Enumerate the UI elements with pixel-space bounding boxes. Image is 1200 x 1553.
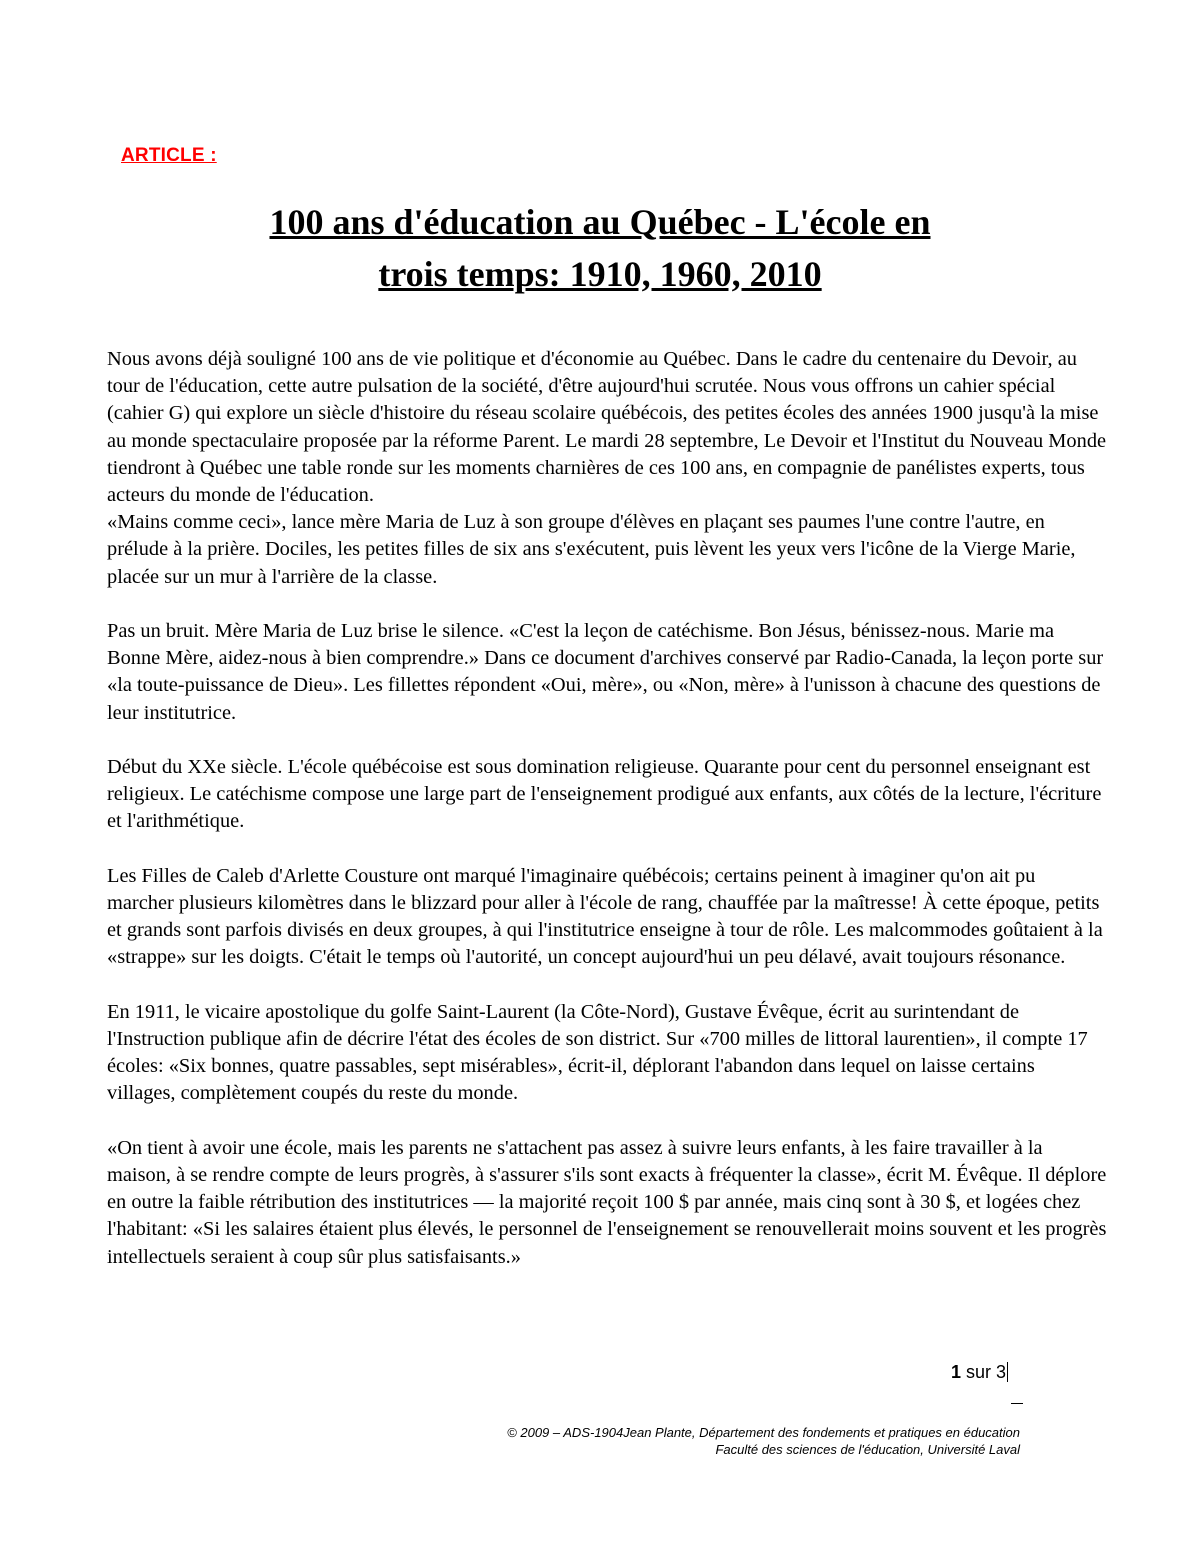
page-total: sur 3: [961, 1362, 1007, 1382]
title-line-1: 100 ans d'éducation au Québec - L'école en: [269, 202, 931, 242]
article-label: ARTICLE :: [121, 145, 217, 166]
page-number: [951, 1362, 1008, 1383]
paragraph: «On tient à avoir une école, mais les parents ne s'attachent pas assez à suivre leurs enfants, à les faire travailler à la maison, à se rendre compte de leurs progrès, à s'assurer s'ils sont exacts à fréquenter la classe», écrit M. Évêque. Il déplore en outre la faible rétribution des institutrices — la majorité reçoit 100 $ par année, mais cinq sont à 30 $, et logées chez l'habitant: «Si les salaires étaient plus élevés, le personnel de l'enseignement se renouvellerait moins souvent et les progrès intellectuels seraient à coup sûr plus satisfaisants.»: [107, 1136, 1107, 1268]
paragraph: Les Filles de Caleb d'Arlette Cousture ont marqué l'imaginaire québécois; certains peinent à imaginer qu'on ait pu marcher plusieurs kilomètres dans le blizzard pour aller à l'école de rang, chauffée par la maîtresse! À cette époque, petits et grands sont parfois divisés en deux groupes, à qui l'institutrice enseigne à tour de rôle. Les malcommodes goûtaient à la «strappe» sur les doigts. C'était le temps où l'autorité, un concept aujourd'hui un peu délavé, avait toujours résonance.: [107, 864, 1103, 969]
article-body: [107, 346, 1107, 1271]
paragraph: Début du XXe siècle. L'école québécoise est sous domination religieuse. Quarante pour cent du personnel enseignant est religieux. Le catéchisme compose une large part de l'enseignement prodigué aux enfants, aux côtés de la lecture, l'écriture et l'arithmétique.: [107, 756, 1102, 833]
article-title: [150, 196, 1050, 300]
paragraph: Nous avons déjà souligné 100 ans de vie politique et d'économie au Québec. Dans le cadre du centenaire du Devoir, au tour de l'éducation, cette autre pulsation de la société, d'être aujourd'hui scrutée. Nous vous offrons un cahier spécial (cahier G) qui explore un siècle d'histoire du réseau scolaire québécois, des petites écoles des années 1900 jusqu'à la mise au monde spectaculaire proposée par la réforme Parent. Le mardi 28 septembre, Le Devoir et l'Institut du Nouveau Monde tiendront à Québec une table ronde sur les moments charnières de ces 100 ans, en compagnie de panélistes experts, tous acteurs du monde de l'éducation.: [107, 348, 1107, 507]
footer-line-1: © 2009 – ADS-1904Jean Plante, Département des fondements et pratiques en éducation: [507, 1425, 1020, 1440]
text-cursor: [1007, 1362, 1008, 1382]
divider: [1011, 1403, 1023, 1404]
footer-line-2: Faculté des sciences de l'éducation, Université Laval: [715, 1442, 1020, 1457]
page-current: 1: [951, 1362, 962, 1382]
title-line-2: trois temps: 1910, 1960, 2010: [378, 254, 822, 294]
paragraph: «Mains comme ceci», lance mère Maria de Luz à son groupe d'élèves en plaçant ses paumes l'une contre l'autre, en prélude à la prière. Dociles, les petites filles de six ans s'exécutent, puis lèvent les yeux vers l'icône de la Vierge Marie, placée sur un mur à l'arrière de la classe.: [107, 511, 1076, 588]
footer: [507, 1424, 1020, 1458]
paragraph: En 1911, le vicaire apostolique du golfe Saint-Laurent (la Côte-Nord), Gustave Évêque, écrit au surintendant de l'Instruction publique afin de décrire l'état des écoles de son district. Sur «700 milles de littoral laurentien», il compte 17 écoles: «Six bonnes, quatre passables, sept misérables», écrit-il, déplorant l'abandon dans lequel on laisse certains villages, complètement coupés du reste du monde.: [107, 1000, 1088, 1105]
paragraph: Pas un bruit. Mère Maria de Luz brise le silence. «C'est la leçon de catéchisme. Bon Jésus, bénissez-nous. Marie ma Bonne Mère, aidez-nous à bien comprendre.» Dans ce document d'archives conservé par Radio-Canada, la leçon porte sur «la toute-puissance de Dieu». Les fillettes répondent «Oui, mère», ou «Non, mère» à l'unisson à chacune des questions de leur institutrice.: [107, 620, 1104, 724]
